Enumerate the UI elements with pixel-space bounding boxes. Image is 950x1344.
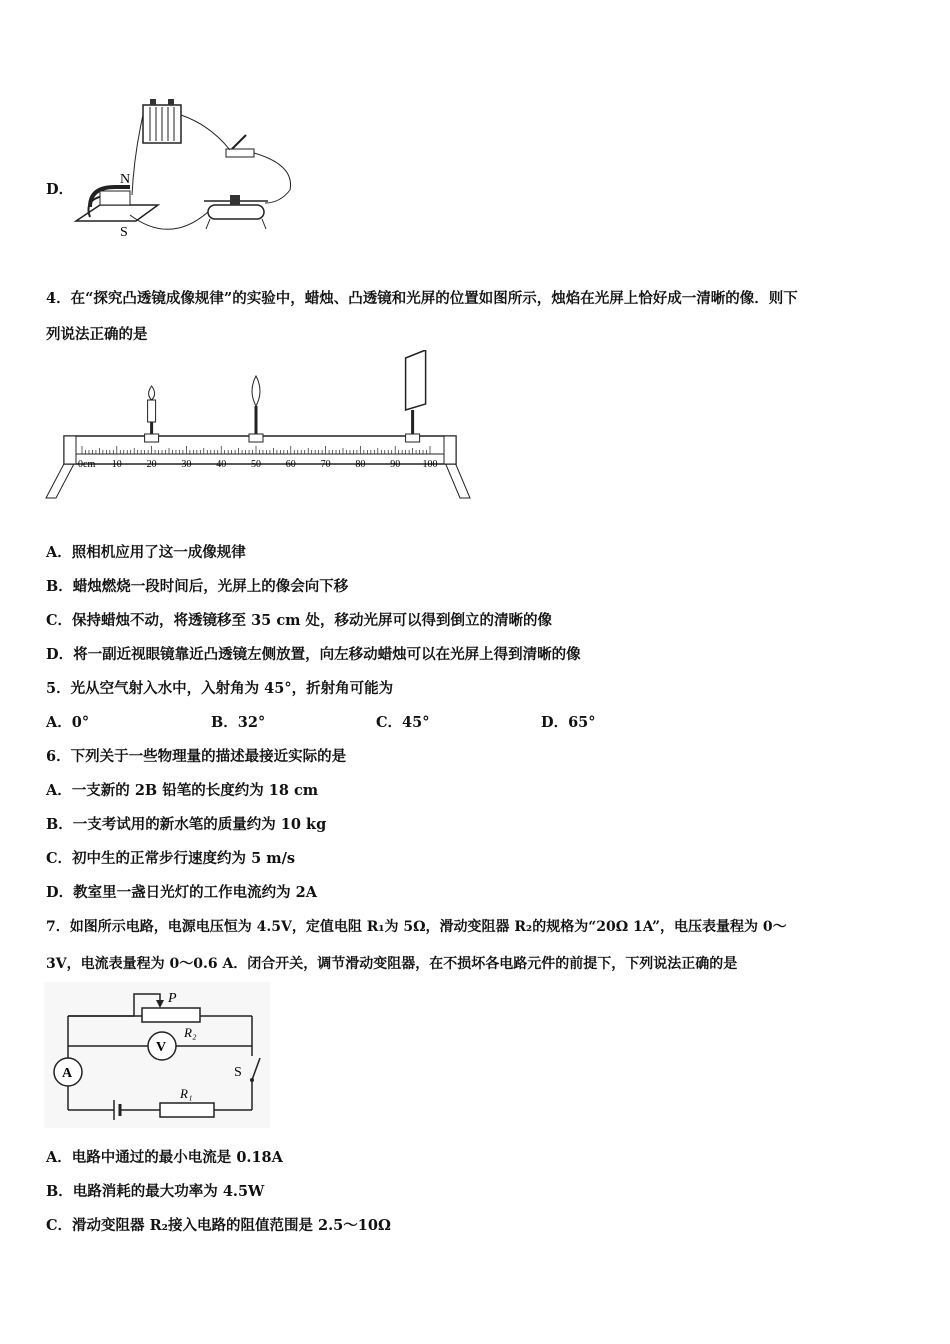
slider-p-label: P <box>168 991 177 1006</box>
ruler-label: 10 <box>111 459 122 470</box>
q4-option-b[interactable]: B．蜡烛燃烧一段时间后，光屏上的像会向下移 <box>46 578 349 595</box>
q6-option-a[interactable]: A．一支新的 2B 铅笔的长度约为 18 cm <box>46 782 319 799</box>
switch-icon <box>226 135 254 157</box>
convex-lens-icon <box>249 376 263 442</box>
q7-stem-line2: 3V，电流表量程为 0～0.6 A．闭合开关，调节滑动变阻器，在不损坏各电路元件的前提下，下列说法正确的是 <box>46 956 738 972</box>
resistor-r1 <box>160 1103 214 1117</box>
q7-circuit-figure <box>44 982 270 1128</box>
ammeter-label: A <box>62 1066 73 1081</box>
q4-stem-line2: 列说法正确的是 <box>46 326 148 343</box>
q7-option-a[interactable]: A．电路中通过的最小电流是 0.18A <box>46 1149 283 1166</box>
ruler-label: 100 <box>422 459 438 470</box>
ruler-label: 40 <box>216 459 227 470</box>
r2-label: R₂ <box>184 1025 197 1040</box>
ruler-label: 30 <box>181 459 192 470</box>
electromagnet-icon <box>76 187 158 221</box>
q5-option-b[interactable]: B．32° <box>211 714 266 731</box>
q5-stem: 5．光从空气射入水中，入射角为 45°，折射角可能为 <box>46 680 394 697</box>
q4-option-c[interactable]: C．保持蜡烛不动，将透镜移至 35 cm 处，移动光屏可以得到倒立的清晰的像 <box>46 612 553 629</box>
switch-label: S <box>234 1065 242 1080</box>
ruler-label: 50 <box>251 459 261 470</box>
voltmeter-label: V <box>156 1040 167 1055</box>
q6-option-c[interactable]: C．初中生的正常步行速度约为 5 m/s <box>46 850 296 867</box>
q4-option-a[interactable]: A．照相机应用了这一成像规律 <box>46 544 246 561</box>
r1-label: R₁ <box>180 1086 193 1101</box>
q5-option-d[interactable]: D．65° <box>541 714 596 731</box>
q4-optical-bench-figure <box>44 350 474 500</box>
light-screen-icon <box>406 350 426 442</box>
q4-option-d[interactable]: D．将一副近视眼镜靠近凸透镜左侧放置，向左移动蜡烛可以在光屏上得到清晰的像 <box>46 646 581 663</box>
ruler-label: 90 <box>390 459 401 470</box>
ruler-label: 60 <box>285 459 296 470</box>
q6-stem: 6．下列关于一些物理量的描述最接近实际的是 <box>46 748 347 765</box>
candle-icon <box>145 386 159 442</box>
q7-option-b[interactable]: B．电路消耗的最大功率为 4.5W <box>46 1183 265 1200</box>
q3-electromagnet-figure <box>70 95 310 250</box>
rheostat-r2 <box>142 1008 200 1022</box>
q5-option-c[interactable]: C．45° <box>376 714 430 731</box>
q6-option-b[interactable]: B．一支考试用的新水笔的质量约为 10 kg <box>46 816 327 833</box>
ruler-label: 0cm <box>78 459 96 470</box>
magnet-south-label: S <box>120 225 128 240</box>
q5-option-a[interactable]: A．0° <box>46 714 90 731</box>
q7-option-c[interactable]: C．滑动变阻器 R₂接入电路的阻值范围是 2.5～10Ω <box>46 1217 391 1234</box>
battery-icon <box>143 99 181 143</box>
ruler-label: 70 <box>320 459 331 470</box>
magnet-north-label: N <box>120 172 131 187</box>
rheostat-icon <box>204 195 268 229</box>
q3-option-d-label: D． <box>46 181 74 198</box>
ruler-label: 80 <box>355 459 366 470</box>
ruler-label: 20 <box>146 459 157 470</box>
q4-stem-line1: 4．在“探究凸透镜成像规律”的实验中，蜡烛、凸透镜和光屏的位置如图所示，烛焰在光屏上恰好成一清晰的像．则下 <box>46 290 798 307</box>
q7-stem-line1: 7．如图所示电路，电源电压恒为 4.5V，定值电阻 R₁为 5Ω，滑动变阻器 R₂的规格为“20Ω 1A”，电压表量程为 0～ <box>46 919 787 935</box>
q6-option-d[interactable]: D．教室里一盏日光灯的工作电流约为 2A <box>46 884 317 901</box>
